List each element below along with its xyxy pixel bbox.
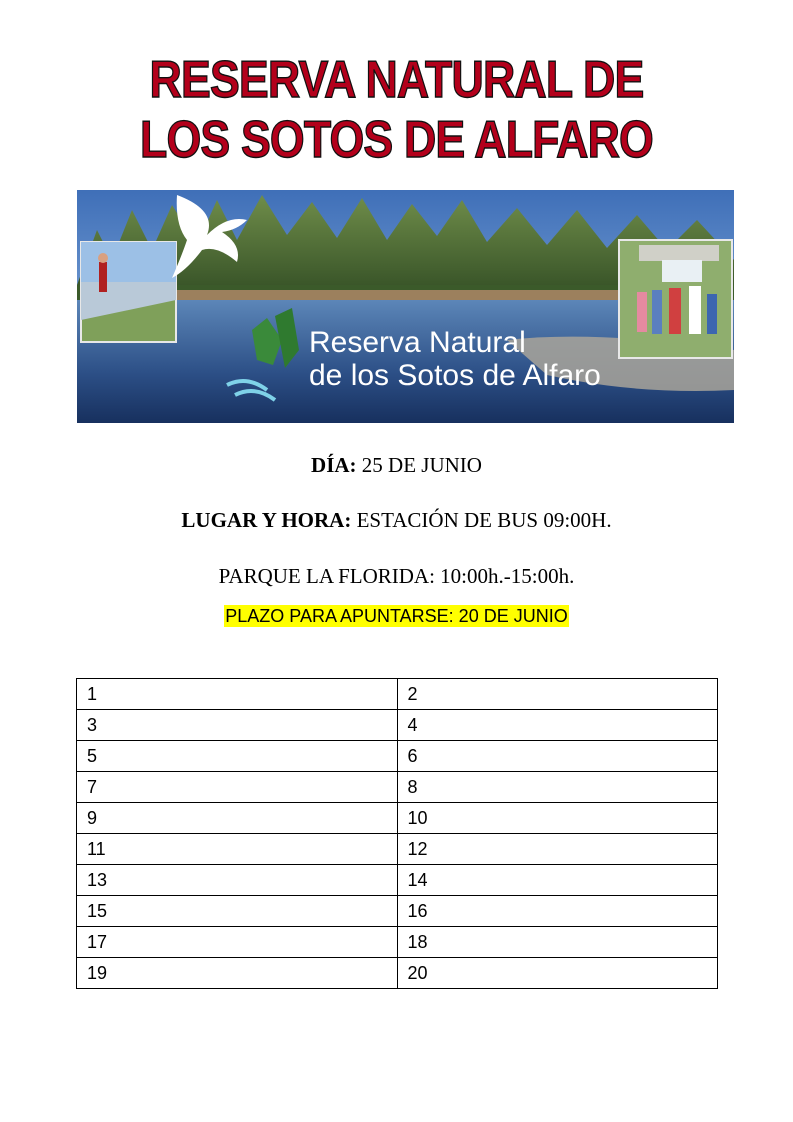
table-row	[77, 865, 718, 896]
table-row	[77, 834, 718, 865]
signup-slot[interactable]: 13	[77, 865, 398, 896]
signup-slot[interactable]: 8	[397, 772, 718, 803]
table-row	[77, 896, 718, 927]
date-value: 25 DE JUNIO	[361, 453, 482, 477]
signup-slot[interactable]: 10	[397, 803, 718, 834]
event-place-time	[0, 508, 793, 533]
page-title-line-2: LOS SOTOS DE ALFARO	[140, 111, 653, 169]
date-label: DÍA:	[311, 453, 357, 477]
park-schedule: PARQUE LA FLORIDA: 10:00h.-15:00h.	[218, 564, 575, 588]
signup-slot[interactable]: 17	[77, 927, 398, 958]
signup-deadline: PLAZO PARA APUNTARSE: 20 DE JUNIO	[225, 606, 568, 626]
signup-slot[interactable]: 9	[77, 803, 398, 834]
table-row	[77, 958, 718, 989]
event-date	[0, 453, 793, 478]
signup-slot[interactable]: 19	[77, 958, 398, 989]
signup-table	[76, 678, 718, 989]
signup-slot[interactable]: 11	[77, 834, 398, 865]
signup-slot[interactable]: 2	[397, 679, 718, 710]
table-row	[77, 803, 718, 834]
banner-logo-text-2: de los Sotos de Alfaro	[309, 359, 601, 392]
signup-slot[interactable]: 20	[397, 958, 718, 989]
signup-slot[interactable]: 5	[77, 741, 398, 772]
signup-slot[interactable]: 14	[397, 865, 718, 896]
table-row	[77, 772, 718, 803]
table-row	[77, 927, 718, 958]
signup-slot[interactable]: 18	[397, 927, 718, 958]
signup-slot[interactable]: 1	[77, 679, 398, 710]
table-row	[77, 710, 718, 741]
place-time-label: LUGAR Y HORA:	[181, 508, 352, 532]
signup-slot[interactable]: 7	[77, 772, 398, 803]
table-row	[77, 741, 718, 772]
place-time-value: ESTACIÓN DE BUS 09:00H.	[356, 508, 612, 532]
page-title-line-1: RESERVA NATURAL DE	[149, 51, 644, 109]
signup-slot[interactable]: 15	[77, 896, 398, 927]
reserve-banner-image	[77, 190, 734, 423]
banner-logo-text-1: Reserva Natural	[309, 326, 526, 359]
signup-slot[interactable]: 4	[397, 710, 718, 741]
signup-slot[interactable]: 12	[397, 834, 718, 865]
signup-slot[interactable]: 3	[77, 710, 398, 741]
signup-deadline-wrap	[0, 605, 793, 627]
signup-slot[interactable]: 6	[397, 741, 718, 772]
table-row	[77, 679, 718, 710]
signup-slot[interactable]: 16	[397, 896, 718, 927]
